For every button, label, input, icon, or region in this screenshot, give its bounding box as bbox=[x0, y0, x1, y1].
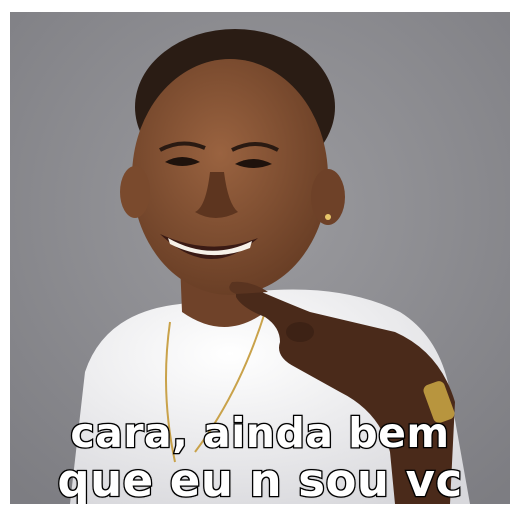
left-ear bbox=[120, 166, 150, 218]
caption-top-line: cara, ainda bem bbox=[70, 409, 450, 457]
caption-bottom-line: que eu n sou vc bbox=[57, 454, 463, 504]
smiling-face bbox=[132, 59, 328, 295]
thumb bbox=[286, 322, 314, 342]
meme-photo bbox=[10, 12, 510, 504]
earring bbox=[325, 214, 331, 220]
